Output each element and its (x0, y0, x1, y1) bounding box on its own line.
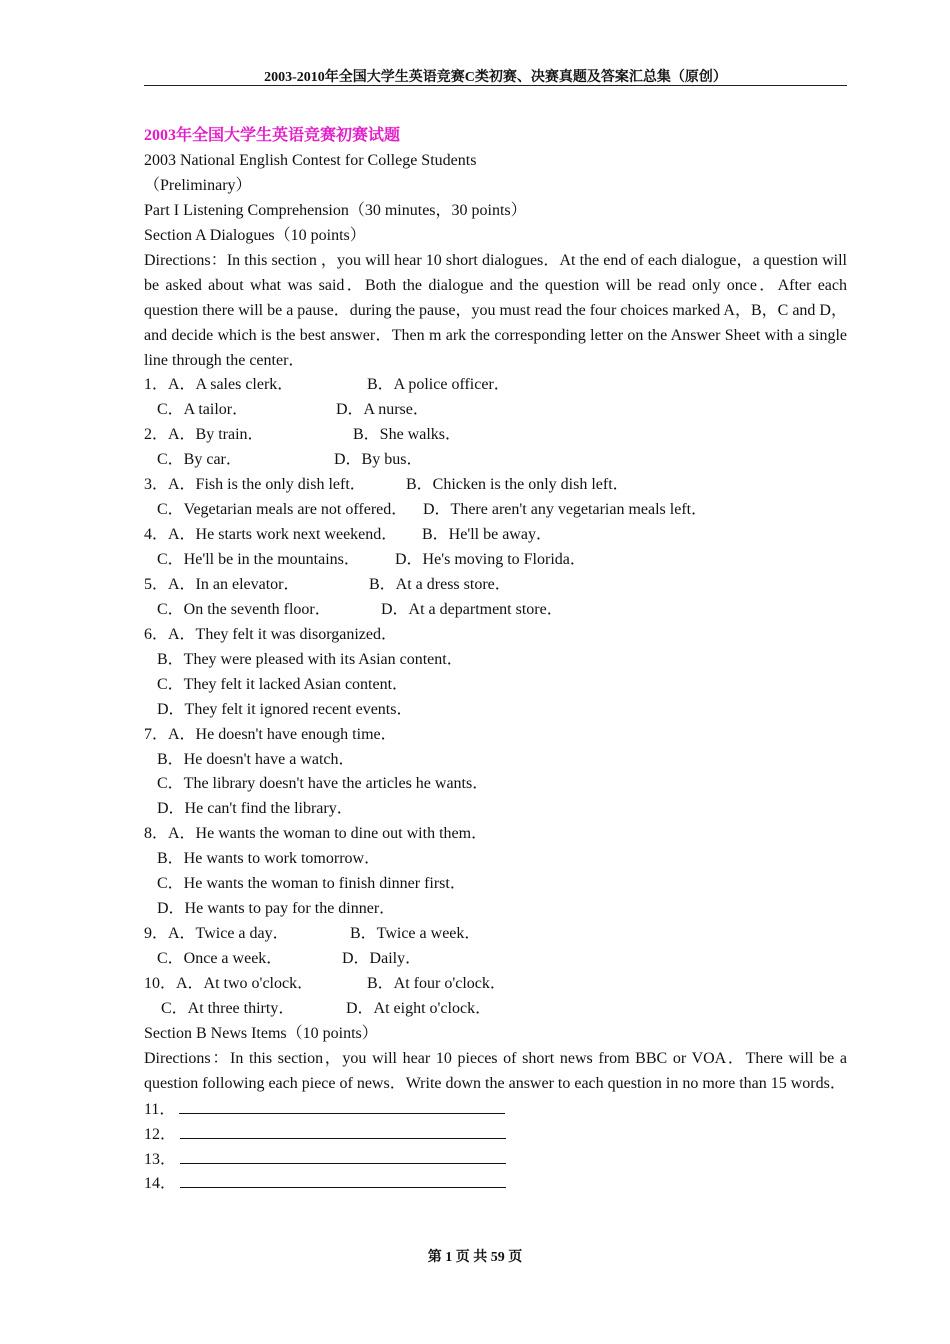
question-7-option-b: B．He doesn't have a watch． (157, 750, 355, 768)
question-9-option-a: 9．A．Twice a day． (144, 925, 289, 943)
answer-blank-13 (180, 1147, 506, 1164)
question-3-option-a: 3．A．Fish is the only dish left． (144, 476, 366, 494)
question-10-option-a: 10．A．At two o'clock． (144, 974, 314, 992)
document-body (144, 124, 847, 1196)
question-6-option-d: D．They felt it ignored recent events． (157, 700, 413, 718)
question-10-option-b: B．At four o'clock． (367, 974, 506, 992)
answer-blank-14 (180, 1171, 506, 1188)
question-5-row-2 (144, 598, 847, 623)
answer-blank-12 (180, 1122, 506, 1139)
question-5-option-d: D．At a department store． (381, 600, 563, 618)
question-8-option-d: D．He wants to pay for the dinner． (157, 900, 396, 918)
answer-line-11 (144, 1097, 847, 1122)
question-2-option-b: B．She walks． (353, 426, 462, 444)
section-b-directions: Directions：In this section，you will hear 10 pieces of short news from BBC or VOA．There will be a question following each piece of news．Write down the answer to each question in no more than 15 words． (144, 1049, 847, 1092)
question-9-row-2 (144, 947, 847, 972)
question-1-option-a: 1．A．A sales clerk． (144, 376, 294, 394)
doc-subtitle: 2003 National English Contest for College Students (144, 151, 477, 169)
answer-line-14 (144, 1171, 847, 1196)
question-5-option-a: 5．A．In an elevator． (144, 575, 300, 593)
question-1-option-d: D．A nurse． (336, 401, 429, 419)
question-5-row-1 (144, 573, 847, 598)
question-7-option-a: 7．A．He doesn't have enough time． (144, 725, 397, 743)
question-3-row-2 (144, 498, 847, 523)
section-a-directions: Directions：In this section ，you will hear 10 short dialogues．At the end of each dialogue，a question will be asked about what was said．Both the dialogue and the question will be read only once．After each question there will be a pause．during the pause，you must read the four choices marked A，B，C and D，and decide which is the best answer．Then m ark the corresponding letter on the Answer Sheet with a single line through the center． (144, 251, 847, 369)
question-2-row-1 (144, 423, 847, 448)
part-1-heading: Part I Listening Comprehension（30 minutes，30 points） (144, 201, 527, 219)
question-4-option-a: 4．A．He starts work next weekend． (144, 526, 398, 544)
question-5-option-b: B．At a dress store． (369, 575, 511, 593)
question-6-option-c: C．They felt it lacked Asian content． (157, 675, 409, 693)
answer-line-12 (144, 1122, 847, 1147)
question-9-option-c: C．Once a week． (157, 950, 283, 968)
question-3-option-c: C．Vegetarian meals are not offered． (157, 501, 408, 519)
question-6-option-a: 6．A．They felt it was disorganized． (144, 625, 397, 643)
question-10-row-2 (144, 997, 847, 1022)
question-2-option-c: C．By car． (157, 451, 242, 469)
page-footer: 第 1 页 共 59 页 (427, 1250, 523, 1265)
question-4-option-c: C．He'll be in the mountains． (157, 551, 360, 569)
question-10-option-c: C．At three thirty． (161, 999, 295, 1017)
question-4-option-b: B．He'll be away． (422, 526, 552, 544)
question-2-option-d: D．By bus． (334, 451, 423, 469)
answer-number-12: 12． (144, 1125, 177, 1143)
question-1-row-1 (144, 373, 847, 398)
question-1-option-c: C．A tailor． (157, 401, 249, 419)
answer-blank-11 (179, 1097, 505, 1114)
question-1-option-b: B．A police officer． (367, 376, 510, 394)
question-3-row-1 (144, 473, 847, 498)
question-9-option-d: D．Daily． (342, 950, 422, 968)
question-7-option-c: C．The library doesn't have the articles he wants． (157, 775, 489, 793)
question-10-option-d: D．At eight o'clock． (346, 999, 492, 1017)
question-6-option-b: B．They were pleased with its Asian content． (157, 650, 463, 668)
question-4-option-d: D．He's moving to Florida． (395, 551, 586, 569)
question-4-row-1 (144, 523, 847, 548)
question-1-row-2 (144, 398, 847, 423)
answer-number-14: 14． (144, 1175, 177, 1193)
answer-number-11: 11． (144, 1100, 176, 1118)
question-5-option-c: C．On the seventh floor． (157, 600, 331, 618)
question-7-option-d: D．He can't find the library． (157, 800, 353, 818)
question-8-option-c: C．He wants the woman to finish dinner first． (157, 875, 466, 893)
question-9-row-1 (144, 922, 847, 947)
page-header: 2003-2010年全国大学生英语竞赛C类初赛、决赛真题及答案汇总集（原创） (264, 70, 727, 85)
header-rule (144, 85, 847, 86)
question-2-row-2 (144, 448, 847, 473)
question-8-option-b: B．He wants to work tomorrow． (157, 850, 381, 868)
question-9-option-b: B．Twice a week． (350, 925, 481, 943)
question-3-option-b: B．Chicken is the only dish left． (406, 476, 629, 494)
question-10-row-1 (144, 972, 847, 997)
section-a-heading: Section A Dialogues（10 points） (144, 226, 366, 244)
answer-number-13: 13． (144, 1150, 177, 1168)
section-b-heading: Section B News Items（10 points） (144, 1024, 378, 1042)
preliminary-label: （Preliminary） (144, 176, 252, 194)
answer-line-13 (144, 1147, 847, 1172)
question-4-row-2 (144, 548, 847, 573)
question-3-option-d: D．There aren't any vegetarian meals left． (423, 501, 708, 519)
question-8-option-a: 8．A．He wants the woman to dine out with them． (144, 825, 488, 843)
question-2-option-a: 2．A．By train． (144, 426, 264, 444)
doc-title: 2003年全国大学生英语竞赛初赛试题 (144, 127, 401, 144)
